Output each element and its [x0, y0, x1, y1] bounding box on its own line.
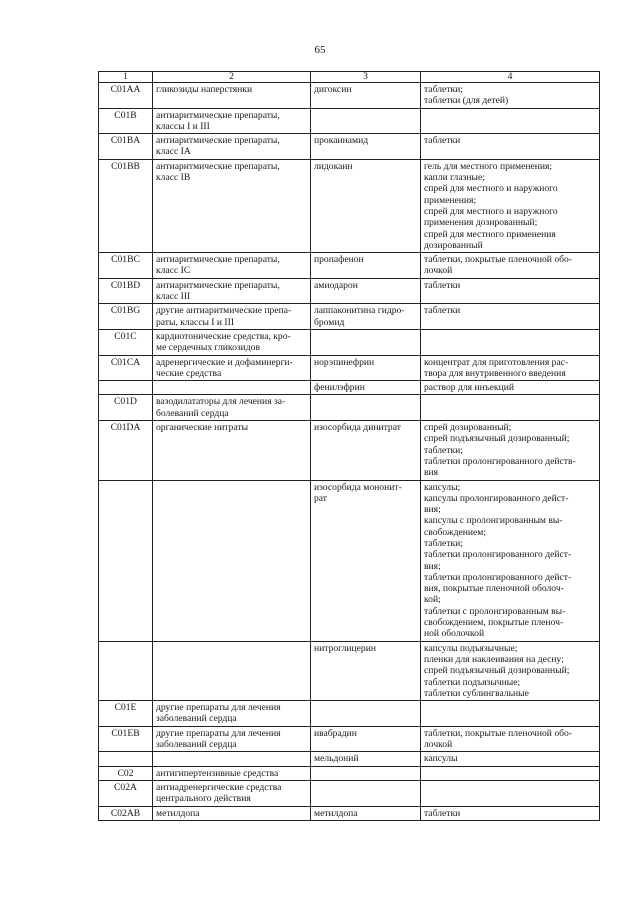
- atc-code-cell: [99, 381, 153, 395]
- cell-line: лочкой: [424, 739, 453, 751]
- cell-line: спрей для местного применения: [424, 228, 556, 240]
- cell-line: прокаинамид: [314, 135, 369, 147]
- cell-line: капли глазные;: [424, 172, 485, 184]
- table-row: [99, 726, 600, 752]
- atc-code-cell: C01BC: [99, 253, 153, 279]
- atc-code-cell: C01AA: [99, 83, 153, 109]
- cell-line: органические нитраты: [156, 422, 249, 434]
- cell-line: вия;: [424, 560, 441, 572]
- cell-line: гель для местного применения;: [424, 160, 553, 172]
- dosage-forms-cell: [421, 381, 600, 395]
- cell-line: свобождением;: [424, 526, 486, 538]
- cell-line: заболеваний сердца: [156, 713, 237, 725]
- cell-line: адренергические и дофаминерги-: [156, 356, 293, 368]
- atc-code-cell: [99, 752, 153, 766]
- cell-line: другие препараты для лечения: [156, 727, 281, 739]
- group-name-cell: [153, 381, 311, 395]
- cell-line: раствор для инъекций: [424, 382, 514, 394]
- cell-line: гликозиды наперстянки: [156, 84, 253, 95]
- cell-line: твора для внутривенного введения: [424, 367, 566, 379]
- drug-name-cell: [311, 83, 421, 109]
- cell-line: раты, классы I и III: [156, 316, 235, 328]
- dosage-forms-cell: [421, 159, 600, 252]
- cell-line: таблетки подъязычные;: [424, 676, 521, 688]
- cell-line: применения дозированный;: [424, 217, 538, 229]
- cell-line: антиаритмические препараты,: [156, 135, 280, 147]
- drug-name-cell: [311, 278, 421, 304]
- dosage-forms-cell: [421, 726, 600, 752]
- group-name-cell: [153, 355, 311, 381]
- cell-line: антиаритмические препараты,: [156, 160, 280, 172]
- group-name-cell: [153, 329, 311, 355]
- drug-name-cell: [311, 395, 421, 421]
- cell-line: таблетки, покрытые пленочной обо-: [424, 727, 572, 739]
- column-header: 3: [311, 72, 421, 83]
- cell-line: классы I и III: [156, 120, 210, 132]
- dosage-forms-cell: [421, 480, 600, 641]
- table-row: [99, 304, 600, 330]
- table-row: [99, 278, 600, 304]
- cell-line: таблетки: [424, 807, 461, 819]
- atc-code-cell: C01BG: [99, 304, 153, 330]
- drug-name-cell: [311, 701, 421, 727]
- cell-line: заболеваний сердца: [156, 739, 237, 751]
- cell-line: таблетки;: [424, 84, 463, 95]
- cell-line: вия: [424, 467, 439, 479]
- table-row: [99, 421, 600, 480]
- cell-line: класс IC: [156, 265, 191, 277]
- cell-line: таблетки;: [424, 444, 463, 456]
- drug-name-cell: [311, 381, 421, 395]
- dosage-forms-cell: [421, 395, 600, 421]
- cell-line: изосорбида динитрат: [314, 422, 401, 434]
- atc-code-cell: C01BB: [99, 159, 153, 252]
- atc-code-cell: C01D: [99, 395, 153, 421]
- group-name-cell: [153, 134, 311, 160]
- table-row: [99, 480, 600, 641]
- cell-line: кой;: [424, 594, 441, 606]
- cell-line: таблетки (для детей): [424, 95, 509, 107]
- table-row: [99, 134, 600, 160]
- table-header-row: [99, 72, 600, 83]
- cell-line: капсулы пролонгированного дейст-: [424, 492, 569, 504]
- cell-line: болеваний сердца: [156, 407, 229, 419]
- cell-line: таблетки пролонгированного дейст-: [424, 549, 572, 561]
- group-name-cell: [153, 395, 311, 421]
- table-row: [99, 253, 600, 279]
- atc-code-cell: C01B: [99, 108, 153, 134]
- cell-line: антиаритмические препараты,: [156, 279, 280, 291]
- table-row: [99, 806, 600, 820]
- dosage-forms-cell: [421, 108, 600, 134]
- table-row: [99, 780, 600, 806]
- drug-name-cell: [311, 421, 421, 480]
- group-name-cell: [153, 83, 311, 109]
- cell-line: другие препараты для лечения: [156, 702, 281, 714]
- dosage-forms-cell: [421, 83, 600, 109]
- cell-line: рат: [314, 492, 327, 504]
- atc-code-cell: [99, 480, 153, 641]
- cell-line: спрей для местного и наружного: [424, 205, 558, 217]
- group-name-cell: [153, 108, 311, 134]
- cell-line: норэпинефрин: [314, 356, 375, 368]
- cell-line: пленки для наклеивания на десну;: [424, 653, 564, 665]
- cell-line: таблетки пролонгированного дейст-: [424, 571, 572, 583]
- cell-line: капсулы: [424, 753, 458, 765]
- dosage-forms-cell: [421, 355, 600, 381]
- drug-name-cell: [311, 780, 421, 806]
- cell-line: лидокаин: [314, 160, 353, 172]
- table-body: [99, 83, 600, 821]
- cell-line: таблетки: [424, 305, 461, 317]
- atc-code-cell: C02AB: [99, 806, 153, 820]
- cell-line: ческие средства: [156, 367, 222, 379]
- cell-line: кардиотонические средства, кро-: [156, 330, 291, 342]
- table-row: [99, 83, 600, 109]
- atc-code-cell: C02: [99, 766, 153, 780]
- atc-code-cell: C01EB: [99, 726, 153, 752]
- drug-name-cell: [311, 329, 421, 355]
- cell-line: класс IA: [156, 146, 191, 158]
- drug-name-cell: [311, 108, 421, 134]
- table-row: [99, 641, 600, 700]
- cell-line: ивабрадин: [314, 727, 357, 739]
- table-row: [99, 108, 600, 134]
- cell-line: таблетки, покрытые пленочной обо-: [424, 254, 572, 266]
- cell-line: капсулы подъязычные;: [424, 642, 518, 654]
- cell-line: капсулы;: [424, 481, 461, 493]
- group-name-cell: [153, 641, 311, 700]
- cell-line: ме сердечных гликозидов: [156, 342, 261, 354]
- group-name-cell: [153, 421, 311, 480]
- dosage-forms-cell: [421, 641, 600, 700]
- cell-line: другие антиаритмические препа-: [156, 305, 292, 317]
- cell-line: спрей подъязычный дозированный;: [424, 433, 570, 445]
- cell-line: бромид: [314, 316, 345, 328]
- dosage-forms-cell: [421, 701, 600, 727]
- cell-line: спрей дозированный;: [424, 422, 512, 434]
- dosage-forms-cell: [421, 780, 600, 806]
- atc-code-cell: C02A: [99, 780, 153, 806]
- cell-line: концентрат для приготовления рас-: [424, 356, 569, 368]
- atc-code-cell: C01CA: [99, 355, 153, 381]
- group-name-cell: [153, 278, 311, 304]
- cell-line: антиадренергические средства: [156, 781, 282, 793]
- column-header: 2: [153, 72, 311, 83]
- cell-line: антиаритмические препараты,: [156, 109, 280, 121]
- atc-code-cell: C01E: [99, 701, 153, 727]
- dosage-forms-cell: [421, 253, 600, 279]
- cell-line: таблетки;: [424, 537, 463, 549]
- cell-line: центрального действия: [156, 793, 251, 805]
- cell-line: применения;: [424, 194, 477, 206]
- dosage-forms-cell: [421, 304, 600, 330]
- cell-line: пропафенон: [314, 254, 364, 266]
- cell-line: вия, покрытые пленочной оболоч-: [424, 583, 564, 595]
- table-row: [99, 355, 600, 381]
- drug-name-cell: [311, 159, 421, 252]
- dosage-forms-cell: [421, 278, 600, 304]
- cell-line: вия;: [424, 504, 441, 516]
- cell-line: вазодилататоры для лечения за-: [156, 396, 286, 408]
- cell-line: лочкой: [424, 265, 453, 277]
- cell-line: таблетки: [424, 135, 461, 147]
- cell-line: класс III: [156, 291, 191, 303]
- table-row: [99, 752, 600, 766]
- cell-line: таблетки сублингвальные: [424, 687, 529, 699]
- group-name-cell: [153, 766, 311, 780]
- cell-line: таблетки: [424, 279, 461, 291]
- group-name-cell: [153, 752, 311, 766]
- cell-line: мельдоний: [314, 753, 359, 765]
- cell-line: антигипертензивные средства: [156, 767, 279, 779]
- cell-line: таблетки с пролонгированным вы-: [424, 605, 566, 617]
- cell-line: спрей подъязычный дозированный;: [424, 665, 570, 677]
- cell-line: дигоксин: [314, 84, 352, 95]
- cell-line: ной оболочкой: [424, 628, 485, 640]
- atc-code-cell: [99, 641, 153, 700]
- drug-classification-table: [98, 71, 600, 821]
- atc-code-cell: C01C: [99, 329, 153, 355]
- cell-line: нитроглицерин: [314, 642, 376, 654]
- drug-name-cell: [311, 355, 421, 381]
- table-row: [99, 329, 600, 355]
- atc-code-cell: C01BA: [99, 134, 153, 160]
- cell-line: спрей для местного и наружного: [424, 183, 558, 195]
- group-name-cell: [153, 253, 311, 279]
- drug-name-cell: [311, 726, 421, 752]
- table-row: [99, 766, 600, 780]
- dosage-forms-cell: [421, 806, 600, 820]
- atc-code-cell: C01BD: [99, 278, 153, 304]
- group-name-cell: [153, 780, 311, 806]
- table-row: [99, 381, 600, 395]
- cell-line: амиодарон: [314, 279, 358, 291]
- page-number: 65: [314, 44, 326, 56]
- drug-name-cell: [311, 304, 421, 330]
- cell-line: свобождением, покрытые пленоч-: [424, 617, 564, 629]
- cell-line: лаппаконитина гидро-: [314, 305, 405, 317]
- group-name-cell: [153, 159, 311, 252]
- cell-line: таблетки пролонгированного действ-: [424, 455, 576, 467]
- table-row: [99, 701, 600, 727]
- dosage-forms-cell: [421, 421, 600, 480]
- group-name-cell: [153, 480, 311, 641]
- column-header: 4: [421, 72, 600, 83]
- drug-name-cell: [311, 766, 421, 780]
- dosage-forms-cell: [421, 134, 600, 160]
- group-name-cell: [153, 726, 311, 752]
- drug-name-cell: [311, 806, 421, 820]
- cell-line: дозированный: [424, 239, 483, 251]
- atc-code-cell: C01DA: [99, 421, 153, 480]
- drug-name-cell: [311, 641, 421, 700]
- drug-name-cell: [311, 480, 421, 641]
- cell-line: капсулы с пролонгированным вы-: [424, 515, 563, 527]
- drug-name-cell: [311, 752, 421, 766]
- group-name-cell: [153, 701, 311, 727]
- drug-name-cell: [311, 253, 421, 279]
- table-row: [99, 395, 600, 421]
- cell-line: метилдопа: [314, 807, 358, 819]
- dosage-forms-cell: [421, 329, 600, 355]
- cell-line: метилдопа: [156, 807, 200, 819]
- dosage-forms-cell: [421, 766, 600, 780]
- table-row: [99, 159, 600, 252]
- cell-line: изосорбида мононит-: [314, 481, 402, 493]
- cell-line: фенилэфрин: [314, 382, 365, 394]
- column-header: 1: [99, 72, 153, 83]
- group-name-cell: [153, 806, 311, 820]
- dosage-forms-cell: [421, 752, 600, 766]
- cell-line: антиаритмические препараты,: [156, 254, 280, 266]
- cell-line: класс IB: [156, 172, 191, 184]
- group-name-cell: [153, 304, 311, 330]
- drug-name-cell: [311, 134, 421, 160]
